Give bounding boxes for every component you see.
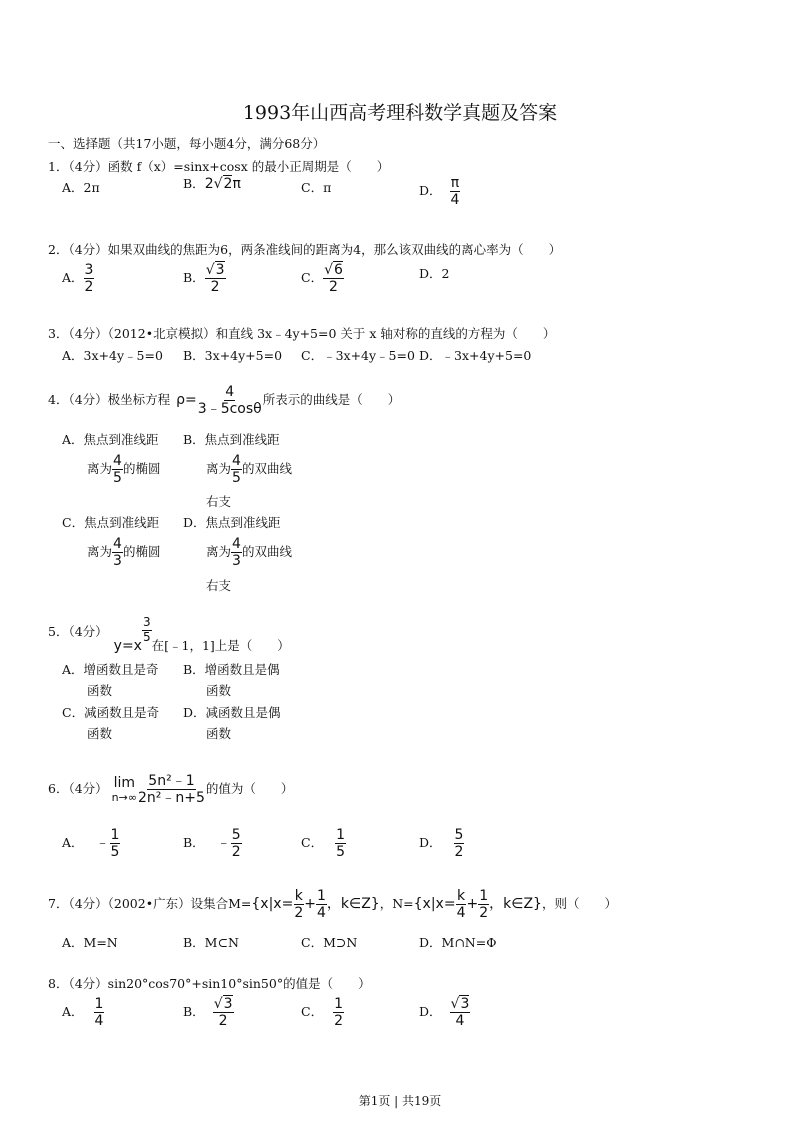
q1-option-a: A．2π	[62, 180, 100, 195]
option-letter: B．	[183, 835, 205, 851]
text: 离为	[206, 461, 232, 477]
text: 离为	[206, 544, 232, 560]
denominator: 4	[456, 905, 466, 922]
numerator: 1	[110, 827, 120, 843]
set-m-open: {x|x=	[251, 896, 294, 913]
q6-option-c	[301, 827, 346, 860]
lim: lim	[113, 775, 136, 792]
denominator: 2	[334, 1013, 343, 1030]
q5-option-b-line2: 函数	[206, 683, 232, 698]
denominator: 2n²﹣n+5	[138, 790, 205, 807]
numerator: 1	[334, 996, 343, 1012]
denominator: 4	[94, 1013, 104, 1030]
option-letter: A．	[62, 270, 84, 286]
radicand: 3	[215, 262, 225, 278]
text: 的椭圆	[122, 461, 161, 477]
q3-option-d: D．﹣3x+4y+5=0	[419, 348, 532, 363]
q5-option-c: C．减函数且是奇	[62, 705, 160, 720]
denominator: 2	[454, 844, 464, 861]
q4-option-b-line3: 右支	[206, 494, 232, 509]
numerator: k	[456, 888, 466, 904]
numerator: π	[450, 175, 460, 191]
q6-option-d	[419, 827, 464, 860]
q2-option-d: D．2	[419, 266, 450, 281]
set-n-open: {x|x=	[413, 896, 456, 913]
exponent-denominator: 5	[142, 629, 151, 644]
q5-option-b: B．增函数且是偶	[183, 662, 280, 677]
numerator: 4	[232, 536, 241, 552]
option-letter: C．	[301, 1004, 324, 1020]
stem-text: ，N=	[379, 896, 414, 912]
q8-option-b: B． $\frac{√3}{2}$	[183, 996, 233, 1030]
q6-option-a	[62, 827, 120, 860]
numerator: 1	[336, 827, 345, 843]
denominator: 2	[218, 1013, 228, 1030]
stem-text: 7．（4分）（2002•广东）设集合M=	[48, 896, 252, 912]
numerator: 1	[479, 888, 489, 904]
denominator: 2	[84, 279, 94, 296]
y-equals-x: y=x	[113, 637, 142, 654]
option-letter: D．	[419, 835, 442, 851]
denominator: 5	[110, 844, 120, 861]
q5-option-a: A．增函数且是奇	[62, 662, 159, 677]
q4-option-b: B．焦点到准线距	[183, 432, 280, 447]
q2-option-b: B． $\frac{√3}{2}$	[183, 262, 225, 296]
q7-option-c: C．M⊃N	[301, 935, 358, 950]
q6-option-b	[183, 827, 242, 860]
question-7-stem	[48, 888, 617, 921]
numerator: k	[294, 888, 303, 904]
set-m-close: ，k∈Z}	[326, 896, 380, 913]
radicand: 3	[460, 996, 470, 1012]
plus: +	[466, 896, 479, 913]
option-letter: B．	[183, 1004, 205, 1020]
denominator: 3	[113, 553, 122, 570]
text: 的双曲线	[241, 461, 292, 477]
sign: ﹣	[216, 835, 231, 852]
denominator: 2	[294, 905, 304, 922]
numerator: 1	[94, 996, 104, 1012]
option-letter: B．	[183, 176, 205, 191]
q3-option-b: B．3x+4y+5=0	[183, 348, 283, 363]
lim-subscript: n→∞	[111, 791, 137, 805]
stem-text: 的值为（ ）	[205, 781, 294, 797]
plus: +	[304, 896, 316, 913]
question-5-stem	[48, 615, 290, 654]
question-2-stem: 2．（4分）如果双曲线的焦距为6，两条准线间的距离为4，那么该双曲线的离心率为（ ）	[48, 242, 562, 257]
denominator: 5	[336, 844, 345, 861]
q2-option-a	[62, 262, 94, 295]
denominator: 2	[479, 905, 489, 922]
numerator: 1	[316, 888, 326, 904]
numerator: 3	[84, 262, 94, 278]
stem-text: 5．（4分）	[48, 623, 108, 639]
option-letter: D．	[419, 183, 442, 199]
q7-option-d: D．M∩N=Φ	[419, 935, 497, 950]
q4-option-a: A．焦点到准线距	[62, 432, 159, 447]
text: 离为	[87, 461, 113, 477]
stem-text: 6．（4分）	[48, 781, 108, 797]
q5-option-d: D．减函数且是偶	[183, 705, 281, 720]
option-letter: B．	[183, 270, 205, 286]
q8-option-d: D． $\frac{√3}{4}$	[419, 996, 470, 1030]
option-letter: D．	[419, 1004, 442, 1020]
question-3-stem: 3．（4分）（2012•北京模拟）和直线 3x﹣4y+5=0 关于 x 轴对称的直线的方程为（ ）	[48, 326, 556, 341]
denominator: 5	[232, 470, 241, 487]
stem-text: 在[﹣1，1]上是（ ）	[151, 637, 290, 653]
denominator: 2	[210, 279, 220, 296]
section-heading: 一、选择题（共17小题，每小题4分，满分68分）	[48, 136, 326, 151]
numerator: 5n²﹣1	[148, 773, 195, 789]
numerator: 5	[454, 827, 464, 843]
q7-option-a: A．M=N	[62, 935, 118, 950]
page-title: 1993年山西高考理科数学真题及答案	[242, 102, 558, 124]
q4-option-a-line2	[87, 453, 160, 486]
option-letter: A．	[62, 835, 84, 851]
q1-option-d	[419, 175, 460, 208]
radicand: 3	[223, 996, 233, 1012]
question-6-stem	[48, 773, 293, 806]
numerator: 5	[231, 827, 241, 843]
denominator: 3	[232, 553, 241, 570]
question-4-stem	[48, 384, 400, 417]
denominator: 2	[231, 844, 241, 861]
option-letter: C．	[301, 835, 324, 851]
stem-text: ，则（ ）	[541, 896, 617, 912]
set-n-close: ，k∈Z}	[489, 896, 542, 913]
denominator: 2	[329, 279, 338, 296]
exponent-numerator: 3	[142, 615, 151, 629]
q4-option-d-line3: 右支	[206, 578, 232, 593]
coef: 2	[204, 176, 214, 192]
q4-option-c: C．焦点到准线距	[62, 515, 160, 530]
q4-option-d: D．焦点到准线距	[183, 515, 281, 530]
q3-option-c: C．﹣3x+4y﹣5=0	[301, 348, 415, 363]
numerator: 4	[113, 453, 122, 469]
q8-option-a	[62, 996, 104, 1029]
q1-option-b: B．2√2π	[183, 176, 241, 192]
q8-option-c	[301, 996, 344, 1029]
radicand: 2	[223, 176, 233, 192]
q2-option-c: C． $\frac{√6}{2}$	[301, 262, 343, 296]
q7-option-b: B．M⊂N	[183, 935, 239, 950]
option-letter: C．	[301, 270, 324, 286]
stem-text: 4．（4分）极坐标方程	[48, 392, 171, 408]
radicand: 6	[334, 262, 343, 278]
sign: ﹣	[95, 835, 110, 852]
q5-option-c-line2: 函数	[87, 726, 113, 741]
denominator: 4	[455, 1013, 465, 1030]
q4-option-d-line2	[206, 536, 292, 569]
numerator: 4	[232, 453, 241, 469]
denominator: 4	[316, 905, 326, 922]
text: 的双曲线	[241, 544, 292, 560]
numerator: 4	[225, 384, 235, 400]
denominator: 4	[450, 192, 460, 209]
question-8-stem: 8．（4分）sin20°cos70°+sin10°sin50°的值是（ ）	[48, 976, 371, 991]
q1-option-c: C．π	[301, 180, 332, 195]
denominator: 5	[113, 470, 122, 487]
q5-option-a-line2: 函数	[87, 683, 113, 698]
stem-text: 所表示的曲线是（ ）	[262, 392, 401, 408]
numerator: 4	[113, 536, 122, 552]
q5-option-d-line2: 函数	[206, 726, 232, 741]
q4-option-c-line2	[87, 536, 160, 569]
text: 的椭圆	[122, 544, 161, 560]
page-footer: 第1页 | 共19页	[358, 1094, 442, 1108]
q3-option-a: A．3x+4y﹣5=0	[62, 348, 163, 363]
q4-option-b-line2	[206, 453, 292, 486]
rho: ρ=	[176, 392, 197, 409]
pi: π	[232, 176, 241, 192]
denominator: 3﹣5cosθ	[197, 401, 262, 418]
text: 离为	[87, 544, 113, 560]
question-1-stem: 1．（4分）函数 f（x）=sinx+cosx 的最小正周期是（ ）	[48, 159, 390, 174]
option-letter: A．	[62, 1004, 84, 1020]
